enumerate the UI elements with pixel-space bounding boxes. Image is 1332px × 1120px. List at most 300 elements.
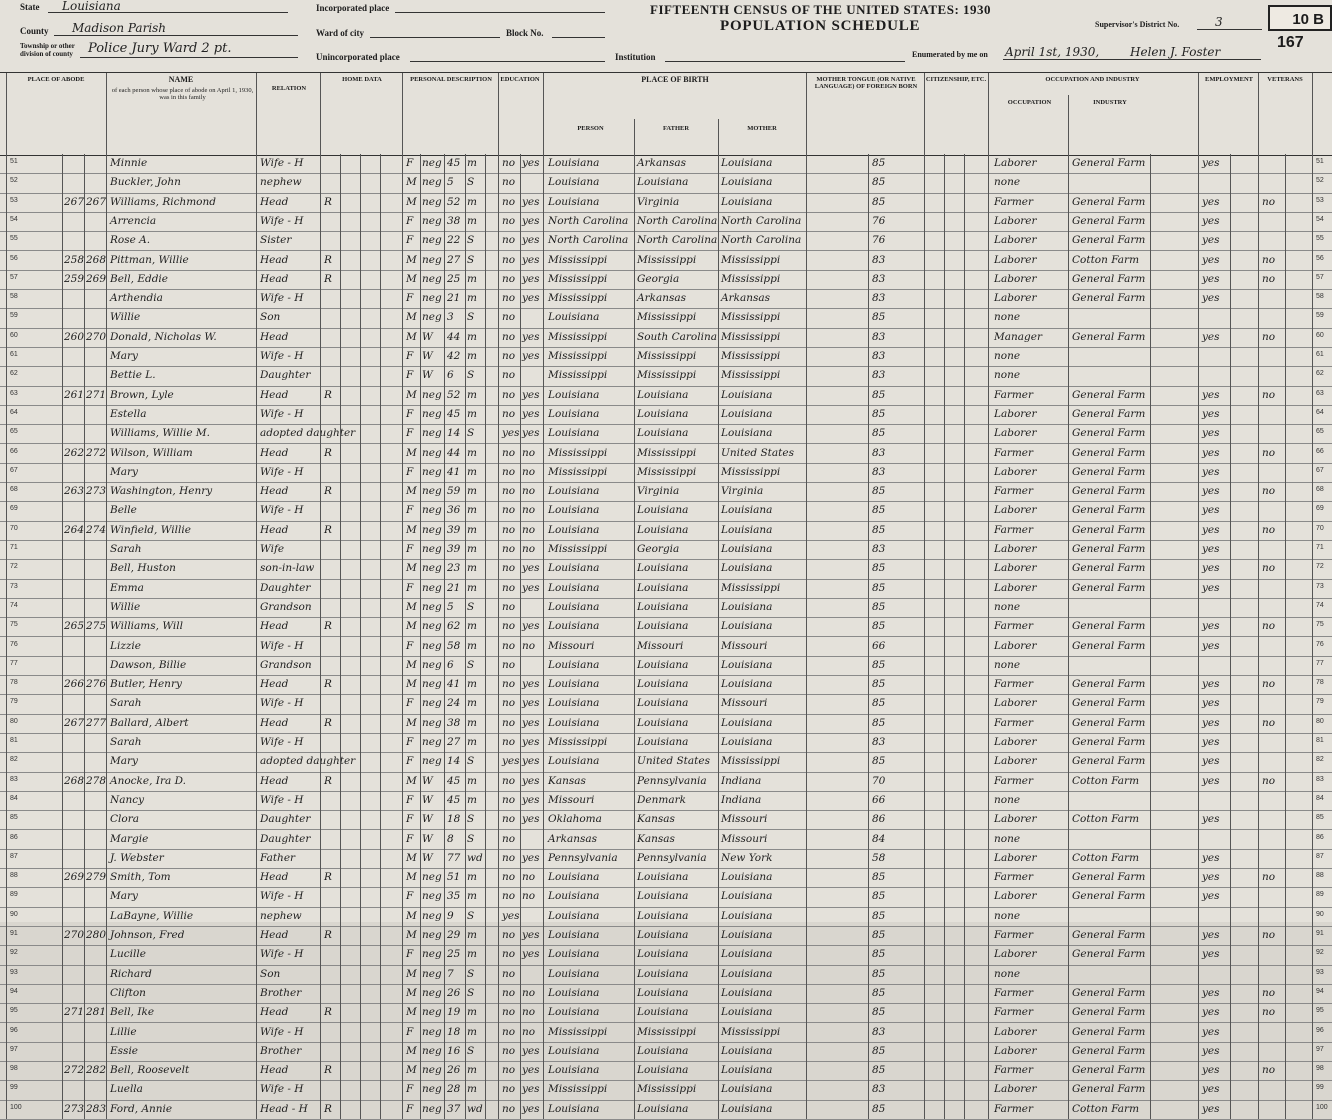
birthplace-father: Mississippi: [637, 446, 697, 459]
age: 25: [447, 948, 461, 961]
line-number: 54: [10, 215, 18, 223]
birthplace-code: 83: [872, 292, 886, 305]
employed: yes: [1202, 485, 1220, 498]
line-number-right: 56: [1316, 254, 1324, 262]
column-rule: [106, 154, 107, 1119]
occupation: Farmer: [994, 871, 1034, 884]
age: 23: [447, 562, 461, 575]
marital-status: m: [467, 195, 477, 208]
industry: General Farm: [1072, 716, 1146, 729]
column-rule: [465, 154, 466, 1119]
birthplace-person: Louisiana: [548, 176, 600, 189]
birthplace-person: Louisiana: [548, 716, 600, 729]
birthplace-mother: Louisiana: [721, 929, 773, 941]
column-rule: [1198, 154, 1199, 1119]
marital-status: m: [467, 871, 477, 884]
industry: Cotton Farm: [1072, 1102, 1140, 1115]
school-attendance: no: [502, 234, 516, 247]
dwelling-number: 271: [64, 1006, 85, 1019]
birthplace-father: Virginia: [637, 485, 680, 498]
age: 26: [447, 1064, 461, 1077]
industry: General Farm: [1072, 214, 1146, 227]
race: W: [422, 851, 433, 864]
literacy: yes: [522, 350, 540, 362]
literacy: no: [522, 871, 536, 884]
relation: Head: [260, 388, 289, 401]
occupation: none: [994, 909, 1021, 922]
census-row: [0, 1003, 1332, 1023]
family-number: 275: [86, 620, 107, 633]
relation: Wife - H: [260, 890, 304, 903]
column-rule: [1312, 154, 1313, 1119]
sex: M: [406, 176, 417, 189]
school-attendance: no: [502, 986, 516, 999]
relation: Daughter: [260, 581, 311, 594]
industry: General Farm: [1072, 1083, 1146, 1096]
race: neg: [422, 562, 442, 575]
employed: yes: [1202, 543, 1220, 555]
person-name: Clora: [110, 813, 139, 826]
family-number: 278: [86, 774, 107, 787]
marital-status: m: [467, 388, 477, 401]
race: neg: [422, 890, 442, 903]
column-rule: [806, 154, 807, 1119]
line-number: 57: [10, 273, 18, 281]
employed: yes: [1202, 562, 1220, 575]
employed: yes: [1202, 292, 1220, 305]
employed: yes: [1202, 755, 1220, 768]
birthplace-father: Louisiana: [637, 1102, 689, 1115]
race: neg: [422, 755, 442, 768]
heading-occupation-group: OCCUPATION AND INDUSTRY: [1045, 76, 1140, 83]
industry: General Farm: [1072, 272, 1146, 285]
birthplace-person: Louisiana: [548, 755, 600, 768]
heading-tongue: MOTHER TONGUE (OR NATIVE LANGUAGE) OF FOREIGN BORN: [814, 76, 918, 90]
family-number: 270: [86, 330, 107, 343]
employed: yes: [1202, 581, 1220, 594]
race: neg: [422, 986, 442, 999]
race: neg: [422, 967, 442, 980]
veteran: no: [1262, 388, 1276, 401]
birthplace-person: Louisiana: [548, 948, 600, 961]
industry: General Farm: [1072, 465, 1146, 478]
birthplace-father: Louisiana: [637, 678, 689, 691]
birthplace-person: Louisiana: [548, 986, 600, 999]
marital-status: S: [467, 311, 475, 324]
school-attendance: no: [502, 157, 516, 169]
industry: General Farm: [1072, 562, 1146, 575]
person-name: Rose A.: [110, 234, 151, 247]
column-rule: [402, 154, 403, 1119]
birthplace-code: 85: [872, 716, 886, 729]
birthplace-father: South Carolina: [637, 330, 717, 343]
literacy: yes: [522, 774, 540, 787]
industry: General Farm: [1072, 929, 1146, 941]
marital-status: m: [467, 1083, 477, 1096]
heading-veterans: VETERANS: [1267, 76, 1303, 83]
birthplace-code: 85: [872, 967, 886, 980]
literacy: yes: [522, 427, 540, 440]
line-number: 87: [10, 852, 18, 860]
marital-status: S: [467, 176, 475, 189]
home-owned: R: [324, 272, 332, 285]
column-rule: [1150, 154, 1151, 1119]
relation: Head: [260, 774, 289, 787]
column-rule: [543, 154, 544, 1119]
birthplace-father: Louisiana: [637, 929, 689, 941]
veteran: no: [1262, 871, 1276, 884]
occupation: none: [994, 658, 1021, 671]
age: 24: [447, 697, 461, 710]
person-name: Bettie L.: [110, 369, 156, 382]
heading-citizenship: CITIZENSHIP, ETC.: [925, 76, 987, 83]
relation: Son: [260, 311, 281, 324]
birthplace-mother: Louisiana: [721, 736, 773, 748]
employed: yes: [1202, 1006, 1220, 1019]
birthplace-mother: United States: [721, 446, 794, 459]
line-number: 61: [10, 351, 18, 358]
institution-label: Institution: [615, 52, 656, 62]
employed: yes: [1202, 195, 1220, 208]
line-number-right: 67: [1316, 466, 1324, 474]
line-number: 85: [10, 814, 18, 822]
employed: yes: [1202, 214, 1220, 227]
line-number-right: 68: [1316, 486, 1324, 494]
marital-status: S: [467, 986, 475, 999]
school-attendance: no: [502, 311, 516, 324]
birthplace-mother: Mississippi: [721, 465, 781, 478]
line-number-right: 100: [1316, 1103, 1328, 1111]
sex: M: [406, 1006, 417, 1019]
race: neg: [422, 1064, 442, 1077]
birthplace-person: Louisiana: [548, 504, 600, 517]
school-attendance: no: [502, 330, 516, 343]
occupation: Laborer: [994, 214, 1037, 227]
sex: F: [406, 1102, 414, 1115]
marital-status: m: [467, 543, 477, 555]
race: neg: [422, 1025, 442, 1038]
marital-status: m: [467, 716, 477, 729]
person-name: Dawson, Billie: [110, 658, 187, 671]
school-attendance: no: [502, 272, 516, 285]
person-name: Margie: [110, 832, 149, 845]
sex: F: [406, 890, 414, 903]
occupation: Laborer: [994, 292, 1037, 305]
line-number-right: 64: [1316, 408, 1324, 416]
school-attendance: yes: [502, 909, 520, 922]
birthplace-person: Missouri: [548, 793, 595, 806]
birthplace-father: Louisiana: [637, 716, 689, 729]
literacy: yes: [522, 388, 540, 401]
race: W: [422, 330, 433, 343]
census-row: [0, 791, 1332, 811]
sex: F: [406, 639, 414, 652]
person-name: Mary: [110, 890, 138, 903]
line-number: 56: [10, 254, 18, 262]
birthplace-code: 85: [872, 697, 886, 710]
employed: yes: [1202, 774, 1220, 787]
employed: yes: [1202, 1064, 1220, 1077]
census-row: [0, 328, 1332, 348]
birthplace-person: Louisiana: [548, 620, 600, 633]
line-number-right: 87: [1316, 852, 1324, 860]
industry: General Farm: [1072, 697, 1146, 710]
heading-home: HOME DATA: [342, 76, 382, 83]
occupation: Farmer: [994, 388, 1034, 401]
employed: yes: [1202, 716, 1220, 729]
industry: Cotton Farm: [1072, 253, 1140, 266]
person-name: Lizzie: [110, 639, 141, 652]
person-name: Bell, Eddie: [110, 272, 169, 285]
line-number-right: 72: [1316, 563, 1324, 571]
occupation: Farmer: [994, 195, 1034, 208]
literacy: yes: [522, 620, 540, 633]
occupation: Laborer: [994, 407, 1037, 420]
person-name: Minnie: [110, 157, 148, 169]
person-name: Clifton: [110, 986, 146, 999]
occupation: Laborer: [994, 465, 1037, 478]
birthplace-person: Mississippi: [548, 272, 608, 285]
dwelling-number: 273: [64, 1102, 85, 1115]
relation: nephew: [260, 909, 302, 922]
person-name: Arthendia: [110, 292, 163, 305]
age: 3: [447, 311, 454, 324]
age: 45: [447, 793, 461, 806]
industry: General Farm: [1072, 234, 1146, 247]
line-number: 73: [10, 582, 18, 590]
birthplace-father: Louisiana: [637, 407, 689, 420]
birthplace-person: Oklahoma: [548, 813, 602, 826]
birthplace-person: Mississippi: [548, 350, 608, 362]
birthplace-mother: Mississippi: [721, 253, 781, 266]
line-number: 74: [10, 601, 18, 609]
marital-status: S: [467, 369, 475, 382]
veteran: no: [1262, 446, 1276, 459]
census-row: [0, 598, 1332, 618]
line-number: 51: [10, 158, 18, 165]
employed: yes: [1202, 678, 1220, 691]
birthplace-father: Louisiana: [637, 697, 689, 710]
race: neg: [422, 1044, 442, 1057]
marital-status: m: [467, 639, 477, 652]
line-number-right: 59: [1316, 312, 1324, 320]
line-number: 81: [10, 737, 18, 744]
birthplace-mother: Louisiana: [721, 967, 773, 980]
marital-status: m: [467, 407, 477, 420]
line-number: 83: [10, 775, 18, 783]
occupation: Laborer: [994, 755, 1037, 768]
birthplace-code: 83: [872, 543, 886, 555]
state-value: Louisiana: [62, 0, 121, 13]
relation: Head: [260, 620, 289, 633]
occupation: Farmer: [994, 620, 1034, 633]
home-owned: R: [324, 716, 332, 729]
employed: yes: [1202, 427, 1220, 440]
relation: Grandson: [260, 600, 312, 613]
age: 27: [447, 253, 461, 266]
person-name: Bell, Ike: [110, 1006, 155, 1019]
heading-education: EDUCATION: [500, 76, 540, 83]
line-number-right: 92: [1316, 949, 1324, 957]
census-row: [0, 482, 1332, 502]
birthplace-code: 85: [872, 948, 886, 961]
race: neg: [422, 736, 442, 748]
birthplace-mother: Louisiana: [721, 543, 773, 555]
school-attendance: no: [502, 678, 516, 691]
employed: yes: [1202, 639, 1220, 652]
marital-status: S: [467, 967, 475, 980]
relation: nephew: [260, 176, 302, 189]
age: 16: [447, 1044, 461, 1057]
census-row: [0, 424, 1332, 444]
industry: General Farm: [1072, 485, 1146, 498]
birthplace-code: 83: [872, 272, 886, 285]
relation: Head: [260, 272, 289, 285]
birthplace-father: Louisiana: [637, 658, 689, 671]
line-number: 92: [10, 949, 18, 957]
column-rule: [6, 154, 7, 1119]
age: 39: [447, 543, 461, 555]
birthplace-father: Louisiana: [637, 736, 689, 748]
relation: Wife - H: [260, 639, 304, 652]
birthplace-code: 66: [872, 793, 886, 806]
county-label: County: [20, 26, 49, 36]
literacy: yes: [522, 214, 540, 227]
column-rule: [485, 154, 486, 1119]
relation: Wife - H: [260, 407, 304, 420]
census-row: [0, 1023, 1332, 1043]
occupation: Laborer: [994, 851, 1037, 864]
race: neg: [422, 543, 442, 555]
sex: M: [406, 716, 417, 729]
birthplace-mother: Louisiana: [721, 157, 773, 169]
school-attendance: no: [502, 967, 516, 980]
birthplace-mother: Louisiana: [721, 504, 773, 517]
line-number: 55: [10, 235, 18, 243]
age: 42: [447, 350, 461, 362]
person-name: Buckler, John: [110, 176, 181, 189]
birthplace-father: Georgia: [637, 272, 680, 285]
census-row: [0, 656, 1332, 676]
birthplace-mother: Missouri: [721, 639, 768, 652]
relation: Wife - H: [260, 1083, 304, 1096]
occupation: Laborer: [994, 272, 1037, 285]
marital-status: m: [467, 697, 477, 710]
column-rule: [1230, 154, 1231, 1119]
line-number-right: 69: [1316, 505, 1324, 513]
veteran: no: [1262, 774, 1276, 787]
birthplace-code: 85: [872, 909, 886, 922]
census-row: [0, 772, 1332, 792]
birthplace-person: Louisiana: [548, 562, 600, 575]
census-title: FIFTEENTH CENSUS OF THE UNITED STATES: 1930: [650, 2, 992, 17]
birthplace-person: Louisiana: [548, 523, 600, 536]
occupation: Laborer: [994, 813, 1037, 826]
birthplace-person: Louisiana: [548, 407, 600, 420]
birthplace-mother: Louisiana: [721, 871, 773, 884]
marital-status: m: [467, 446, 477, 459]
marital-status: m: [467, 890, 477, 903]
employed: yes: [1202, 851, 1220, 864]
race: neg: [422, 253, 442, 266]
school-attendance: no: [502, 620, 516, 633]
sheet-header: [0, 0, 1332, 72]
birthplace-code: 85: [872, 1102, 886, 1115]
birthplace-father: Louisiana: [637, 967, 689, 980]
birthplace-mother: Louisiana: [721, 195, 773, 208]
occupation: none: [994, 967, 1021, 980]
marital-status: S: [467, 658, 475, 671]
line-number: 71: [10, 544, 18, 551]
line-number: 82: [10, 756, 18, 764]
birthplace-person: Louisiana: [548, 967, 600, 980]
school-attendance: no: [502, 485, 516, 498]
age: 21: [447, 292, 461, 305]
age: 6: [447, 369, 454, 382]
birthplace-code: 85: [872, 1006, 886, 1019]
census-row: [0, 386, 1332, 406]
industry: General Farm: [1072, 1006, 1146, 1019]
employed: yes: [1202, 465, 1220, 478]
person-name: Wilson, William: [110, 446, 193, 459]
age: 44: [447, 330, 461, 343]
person-name: Willie: [110, 311, 141, 324]
birthplace-code: 85: [872, 311, 886, 324]
line-number: 98: [10, 1065, 18, 1073]
birthplace-mother: Mississippi: [721, 1025, 781, 1038]
person-name: Essie: [110, 1044, 139, 1057]
employed: yes: [1202, 330, 1220, 343]
census-row: [0, 540, 1332, 560]
birthplace-person: Louisiana: [548, 871, 600, 884]
line-number-right: 53: [1316, 196, 1324, 204]
birthplace-code: 85: [872, 427, 886, 440]
census-row: [0, 1080, 1332, 1100]
census-row: [0, 637, 1332, 657]
person-name: Brown, Lyle: [110, 388, 174, 401]
home-owned: R: [324, 774, 332, 787]
age: 7: [447, 967, 454, 980]
birthplace-father: Louisiana: [637, 1044, 689, 1057]
census-row: [0, 521, 1332, 541]
school-attendance: no: [502, 407, 516, 420]
line-number-right: 99: [1316, 1084, 1324, 1092]
marital-status: S: [467, 427, 475, 440]
age: 14: [447, 427, 461, 440]
state-label: State: [20, 2, 40, 12]
birthplace-mother: Louisiana: [721, 523, 773, 536]
occupation: Farmer: [994, 1102, 1034, 1115]
school-attendance: yes: [502, 427, 520, 440]
person-name: Richard: [110, 967, 152, 980]
birthplace-father: Louisiana: [637, 523, 689, 536]
literacy: no: [522, 523, 536, 536]
marital-status: S: [467, 755, 475, 768]
marital-status: m: [467, 948, 477, 961]
line-number-right: 61: [1316, 351, 1324, 358]
home-owned: R: [324, 620, 332, 633]
person-name: J. Webster: [110, 851, 164, 864]
birthplace-father: Louisiana: [637, 1006, 689, 1019]
birthplace-father: Mississippi: [637, 465, 697, 478]
birthplace-code: 85: [872, 562, 886, 575]
family-number: 277: [86, 716, 107, 729]
line-number: 65: [10, 428, 18, 436]
birthplace-mother: Louisiana: [721, 620, 773, 633]
age: 44: [447, 446, 461, 459]
birthplace-mother: Louisiana: [721, 890, 773, 903]
race: W: [422, 813, 433, 826]
